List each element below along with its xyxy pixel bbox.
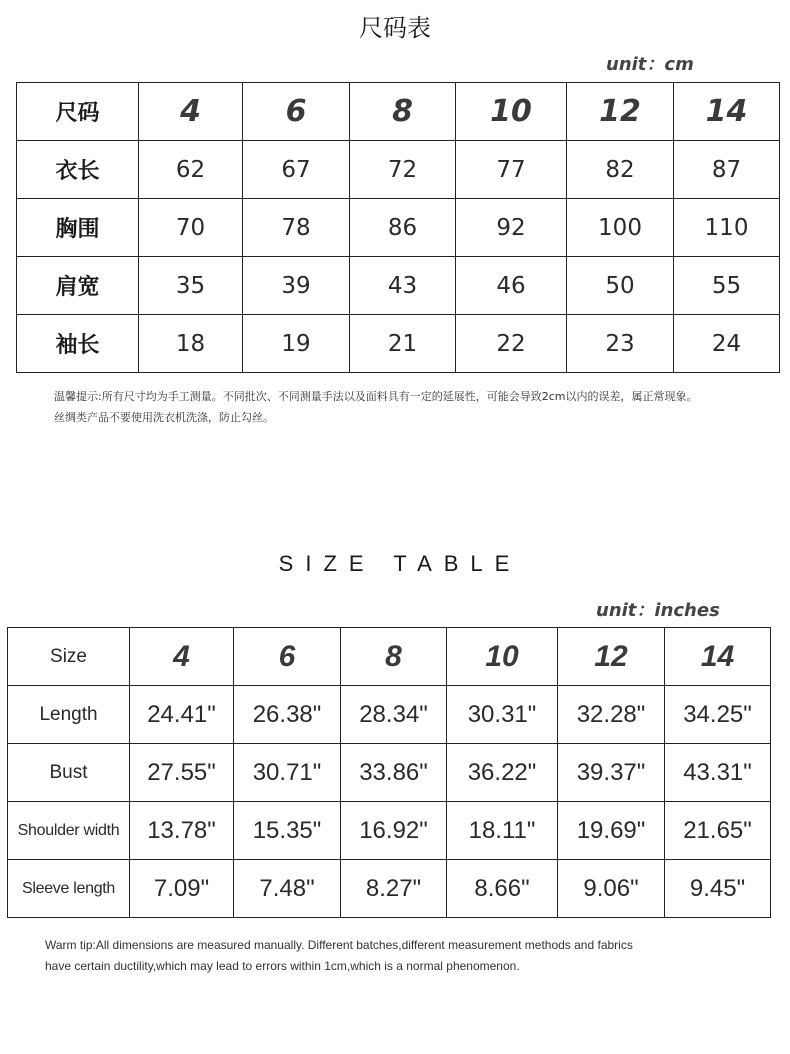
value-cell: 78: [243, 199, 350, 257]
value-cell: 9.06": [558, 860, 665, 918]
value-cell: 55: [674, 257, 780, 315]
value-cell: 22: [456, 315, 567, 373]
en-size-table-title: SIZE TABLE: [278, 551, 522, 576]
table-header-row: [8, 628, 771, 686]
value-cell: 34.25": [665, 686, 771, 744]
value-cell: 39.37": [558, 744, 665, 802]
row-label-cell: 胸围: [17, 199, 139, 257]
value-cell: 16.92": [341, 802, 447, 860]
cn-unit-label: unit：cm: [606, 54, 694, 75]
table-row: [17, 315, 780, 373]
value-cell: 46: [456, 257, 567, 315]
size-header-cell: 12: [567, 83, 674, 141]
value-cell: 100: [567, 199, 674, 257]
en-size-table: [7, 627, 771, 918]
cn-warm-tip-line: 温馨提示:所有尺寸均为手工测量。不同批次、不同测量手法以及面料具有一定的延展性，可能会导致2cm以内的误差，属正常现象。: [54, 390, 698, 403]
value-cell: 70: [139, 199, 243, 257]
value-cell: 24: [674, 315, 780, 373]
table-row: [8, 744, 771, 802]
value-cell: 30.31": [447, 686, 558, 744]
value-cell: 36.22": [447, 744, 558, 802]
value-cell: 27.55": [130, 744, 234, 802]
value-cell: 39: [243, 257, 350, 315]
size-header-cell: 6: [243, 83, 350, 141]
value-cell: 19.69": [558, 802, 665, 860]
table-row: [17, 199, 780, 257]
value-cell: 32.28": [558, 686, 665, 744]
cn-warm-tip: [54, 386, 779, 428]
value-cell: 77: [456, 141, 567, 199]
header-label-cell: 尺码: [17, 83, 139, 141]
size-header-cell: 4: [139, 83, 243, 141]
value-cell: 8.66": [447, 860, 558, 918]
value-cell: 87: [674, 141, 780, 199]
table-header-row: [17, 83, 780, 141]
value-cell: 21.65": [665, 802, 771, 860]
value-cell: 24.41": [130, 686, 234, 744]
table-row: [8, 860, 771, 918]
header-label-cell: Size: [8, 628, 130, 686]
value-cell: 15.35": [234, 802, 341, 860]
value-cell: 62: [139, 141, 243, 199]
table-row: [8, 802, 771, 860]
row-label-cell: Bust: [8, 744, 130, 802]
value-cell: 92: [456, 199, 567, 257]
size-header-cell: 10: [456, 83, 567, 141]
row-label-cell: Sleeve length: [8, 860, 130, 918]
value-cell: 9.45": [665, 860, 771, 918]
value-cell: 110: [674, 199, 780, 257]
value-cell: 72: [350, 141, 456, 199]
size-header-cell: 12: [558, 628, 665, 686]
value-cell: 67: [243, 141, 350, 199]
size-header-cell: 4: [130, 628, 234, 686]
size-header-cell: 6: [234, 628, 341, 686]
en-unit-label: unit：inches: [596, 600, 720, 621]
row-label-cell: Shoulder width: [8, 802, 130, 860]
cn-warm-tip-line: 丝绸类产品不要使用洗衣机洗涤，防止勾丝。: [54, 411, 274, 424]
value-cell: 28.34": [341, 686, 447, 744]
value-cell: 21: [350, 315, 456, 373]
row-label-cell: 袖长: [17, 315, 139, 373]
size-header-cell: 10: [447, 628, 558, 686]
value-cell: 30.71": [234, 744, 341, 802]
row-label-cell: Length: [8, 686, 130, 744]
value-cell: 23: [567, 315, 674, 373]
table-row: [17, 257, 780, 315]
value-cell: 43.31": [665, 744, 771, 802]
value-cell: 8.27": [341, 860, 447, 918]
value-cell: 7.48": [234, 860, 341, 918]
row-label-cell: 衣长: [17, 141, 139, 199]
table-row: [8, 686, 771, 744]
value-cell: 18: [139, 315, 243, 373]
en-warm-tip-line: Warm tip:All dimensions are measured manually. Different batches,different measurement methods and fabrics: [45, 938, 633, 952]
cn-size-chart-title: 尺码表: [359, 14, 431, 42]
value-cell: 50: [567, 257, 674, 315]
table-row: [17, 141, 780, 199]
size-header-cell: 14: [674, 83, 780, 141]
en-warm-tip: [45, 935, 745, 977]
size-header-cell: 14: [665, 628, 771, 686]
value-cell: 43: [350, 257, 456, 315]
value-cell: 19: [243, 315, 350, 373]
size-header-cell: 8: [350, 83, 456, 141]
value-cell: 13.78": [130, 802, 234, 860]
value-cell: 82: [567, 141, 674, 199]
value-cell: 86: [350, 199, 456, 257]
value-cell: 26.38": [234, 686, 341, 744]
value-cell: 35: [139, 257, 243, 315]
value-cell: 18.11": [447, 802, 558, 860]
value-cell: 7.09": [130, 860, 234, 918]
cn-size-table: [16, 82, 780, 373]
row-label-cell: 肩宽: [17, 257, 139, 315]
value-cell: 33.86": [341, 744, 447, 802]
en-warm-tip-line: have certain ductility,which may lead to errors within 1cm,which is a normal phenomenon.: [45, 959, 520, 973]
size-header-cell: 8: [341, 628, 447, 686]
